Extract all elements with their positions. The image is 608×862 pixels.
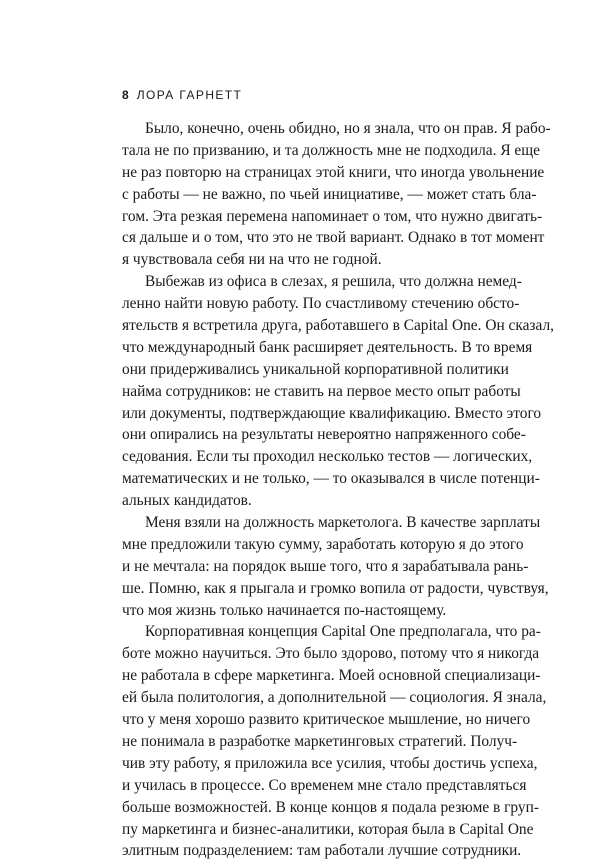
text-line: не работала в сфере маркетинга. Моей основной специализаци- [122, 667, 541, 685]
text-line: боте можно научиться. Это было здорово, потому что я никогда [122, 645, 540, 663]
paragraph [122, 621, 547, 862]
text-line: найма сотрудников: не ставить на первое место опыт работы [122, 382, 521, 400]
text-line: они придерживались уникальной корпоративной политики [122, 360, 509, 378]
text-line: математических и не только, — то оказывался в числе потенци- [122, 470, 540, 488]
text-line: я чувствовала себя ни на что не годной. [122, 251, 382, 269]
text-line: Было, конечно, очень обидно, но я знала, что он прав. Я рабо- [145, 120, 551, 137]
text-line: что моя жизнь только начинается по-настоящему. [122, 601, 447, 619]
text-line: ятельств я встретила друга, работавшего в Capital One. Он сказал, [122, 317, 555, 335]
text-line: Меня взяли на должность маркетолога. В качестве зарплаты [145, 514, 541, 532]
running-header [122, 87, 242, 103]
text-line: что международный банк расширяет деятельность. В то время [122, 338, 533, 356]
paragraph [122, 118, 551, 271]
text-line: что у меня хорошо развито критическое мышление, но ничего [122, 711, 531, 729]
text-line: тала не по призванию, и та должность мне не подходила. Я еще [122, 141, 540, 159]
text-line: ся дальше и о том, что это не твой вариант. Однако в тот момент [122, 229, 545, 247]
page-number: 8 [122, 88, 129, 102]
text-line: чив эту работу, я приложила все усилия, чтобы достичь успеха, [122, 754, 538, 772]
text-line: ей была политология, а дополнительной — социология. Я знала, [122, 689, 547, 707]
text-line: Корпоративная концепция Capital One предполагала, что ра- [145, 623, 541, 641]
text-line: и училась в процессе. Со временем мне стало представляться [122, 776, 527, 794]
text-line: элитным подразделением: там работали лучшие сотрудники. [122, 842, 522, 860]
body-text [122, 118, 555, 862]
text-line: и не мечтала: на порядок выше того, что я зарабатывала рань- [122, 557, 529, 575]
text-line: они опирались на результаты невероятно напряженного собе- [122, 426, 526, 444]
text-line: или документы, подтверждающие квалификацию. Вместо этого [122, 404, 542, 422]
text-line: альных кандидатов. [122, 492, 252, 510]
text-line: с работы — не важно, по чьей инициативе, — может стать бла- [122, 185, 537, 203]
paragraph [122, 512, 549, 621]
text-line: ше. Помню, как я прыгала и громко вопила от радости, чувствуя, [122, 579, 549, 597]
text-line: пу маркетинга и бизнес-аналитики, которая была в Capital One [122, 820, 534, 838]
text-line: не понимала в разработке маркетинговых стратегий. Получ- [122, 732, 518, 750]
text-line: седования. Если ты проходил несколько тестов — логических, [122, 448, 533, 466]
text-line: больше возможностей. В конце концов я подала резюме в груп- [122, 798, 539, 816]
running-title: ЛОРА ГАРНЕТТ [136, 88, 243, 102]
text-line: мне предложили такую сумму, заработать которую я до этого [122, 535, 524, 553]
text-line: не раз повторю на страницах этой книги, что иногда увольнение [122, 163, 545, 181]
paragraph [122, 271, 555, 512]
text-line: гом. Эта резкая перемена напоминает о том, что нужно двигать- [122, 207, 543, 225]
text-line: ленно найти новую работу. По счастливому стечению обсто- [122, 295, 520, 313]
text-line: Выбежав из офиса в слезах, я решила, что должна немед- [145, 273, 522, 291]
